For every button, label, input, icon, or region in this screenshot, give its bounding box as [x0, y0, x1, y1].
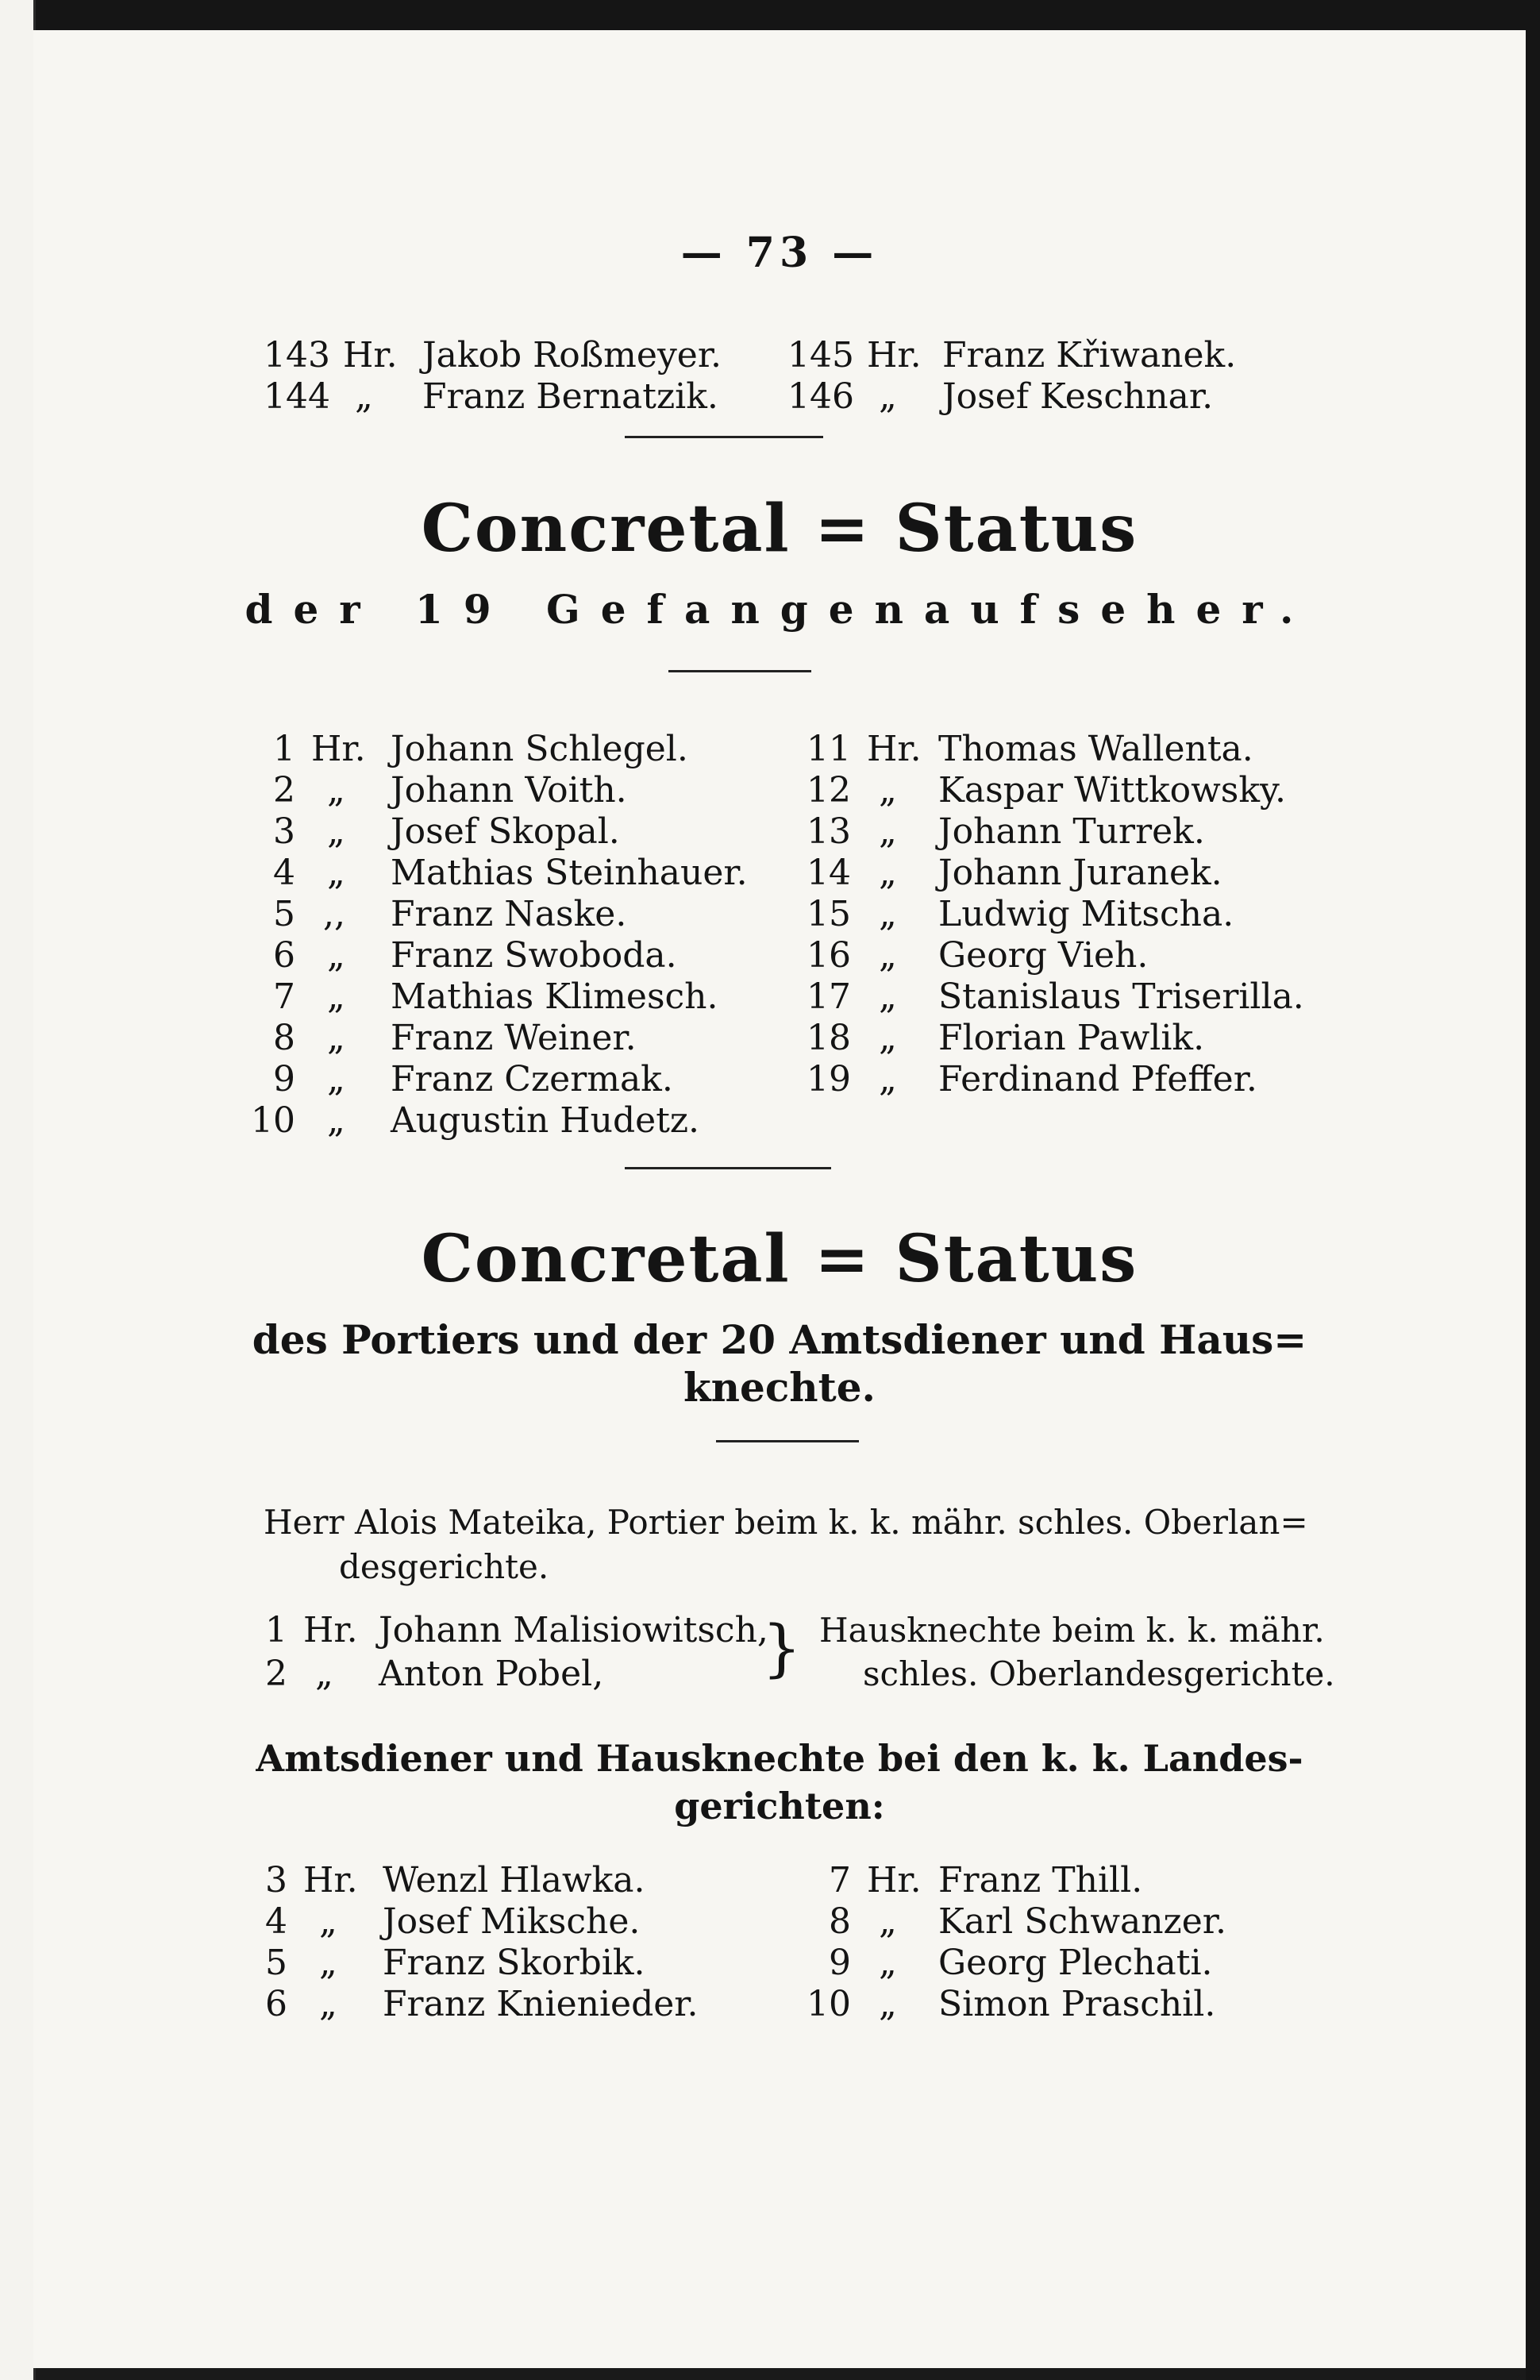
divider: [716, 1440, 859, 1442]
divider: [668, 670, 811, 672]
brace: }: [762, 1613, 802, 1685]
list-item: 10 „ Simon Praschil.: [807, 1984, 1216, 2024]
list-item: 13 „ Johann Turrek.: [807, 811, 1205, 852]
subsection-heading-line1: Amtsdiener und Hausknechte bei den k. k. Landes-: [256, 1737, 1303, 1780]
list-item: 146 „ Josef Keschnar.: [787, 376, 1214, 417]
list-item: 16 „ Georg Vieh.: [807, 935, 1149, 976]
scan-right-edge: [1526, 0, 1540, 2380]
list-item: 12 „ Kaspar Wittkowsky.: [807, 770, 1287, 811]
list-item: 8 „ Karl Schwanzer.: [829, 1901, 1226, 1942]
page-binding: [0, 0, 36, 2380]
list-item: 9 „ Georg Plechati.: [829, 1943, 1213, 1983]
list-item: 10 „ Augustin Hudetz.: [251, 1100, 700, 1141]
list-item: 1 Hr. Johann Malisiowitsch,: [265, 1610, 768, 1650]
list-item: 3 Hr. Wenzl Hlawka.: [265, 1860, 645, 1901]
list-item: 4 „ Josef Mikschе.: [265, 1901, 641, 1942]
section-subtitle: der 19 Gefangenaufseher.: [244, 586, 1315, 633]
list-item: 2 „ Johann Voith.: [273, 770, 627, 811]
list-item: 8 „ Franz Weiner.: [273, 1018, 637, 1058]
book-page: [33, 30, 1526, 2368]
list-item: 7 „ Mathias Klimesch.: [273, 976, 718, 1017]
list-item: 6 „ Franz Knienieder.: [265, 1984, 699, 2024]
divider: [625, 436, 823, 438]
subsection-heading-line2: gerichten:: [674, 1785, 885, 1827]
list-item: 143 Hr. Jakob Roßmeyer.: [264, 335, 722, 375]
divider: [625, 1167, 831, 1169]
section-subtitle-line2: knechte.: [683, 1364, 876, 1411]
section-title: Concretal = Status: [421, 1221, 1138, 1297]
list-item: 7 Hr. Franz Thill.: [829, 1860, 1143, 1901]
list-item: 19 „ Ferdinand Pfeffer.: [807, 1059, 1257, 1099]
list-item: 17 „ Stanislaus Triserilla.: [807, 976, 1304, 1017]
hausknechte-note-line1: Hausknechte beim k. k. mähr.: [819, 1611, 1325, 1650]
list-item: 2 „ Anton Pobel,: [265, 1654, 604, 1694]
list-item: 14 „ Johann Juranek.: [807, 853, 1222, 893]
page-number: — 73 —: [680, 229, 879, 277]
list-item: 5 „ Franz Skorbik.: [265, 1943, 645, 1983]
portier-line2: desgerichte.: [339, 1547, 549, 1586]
list-item: 11 Hr. Thomas Wallenta.: [807, 729, 1253, 769]
list-item: 145 Hr. Franz Křiwanek.: [787, 335, 1237, 375]
list-item: 15 „ Ludwig Mitscha.: [807, 894, 1234, 934]
list-item: 3 „ Josef Skopal.: [273, 811, 620, 852]
hausknechte-note-line2: schles. Oberlandesgerichte.: [863, 1654, 1335, 1693]
list-item: 18 „ Florian Pawlik.: [807, 1018, 1205, 1058]
list-item: 5 ,, Franz Naske.: [273, 894, 627, 934]
list-item: 4 „ Mathias Steinhauer.: [273, 853, 748, 893]
section-subtitle-line1: des Portiers und der 20 Amtsdiener und Haus=: [252, 1316, 1307, 1363]
list-item: 1 Hr. Johann Schlegel.: [273, 729, 688, 769]
portier-line1: Herr Alois Mateika, Portier beim k. k. mähr. schles. Oberlan=: [264, 1503, 1308, 1542]
section-title: Concretal = Status: [421, 491, 1138, 567]
list-item: 9 „ Franz Czermak.: [273, 1059, 673, 1099]
list-item: 144 „ Franz Bernatzik.: [264, 376, 718, 417]
list-item: 6 „ Franz Swoboda.: [273, 935, 677, 976]
scan-top-edge: [0, 0, 1540, 30]
